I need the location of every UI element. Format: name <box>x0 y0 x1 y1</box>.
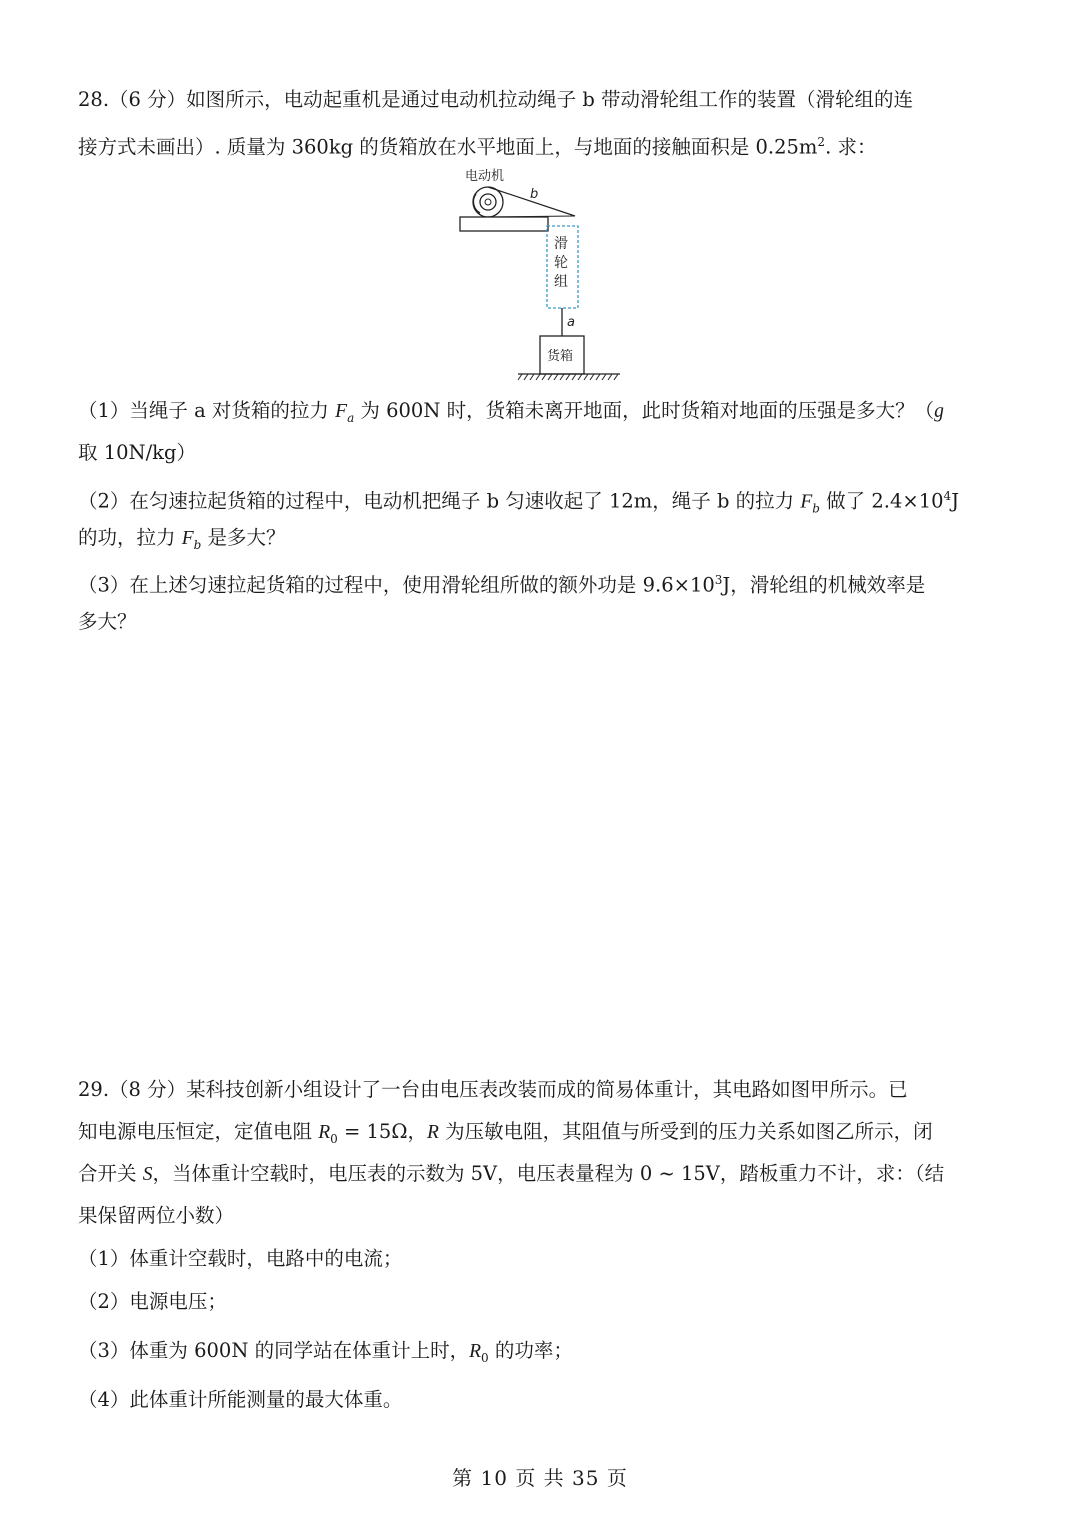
q28-p1-force: F <box>335 401 348 422</box>
rope-a-label: a <box>567 315 575 330</box>
q28-part-1-line-1 <box>78 399 944 430</box>
q29-line-2 <box>78 1120 933 1151</box>
pulley-label-2: 轮 <box>554 255 568 271</box>
q29-p3-text-b: 的功率； <box>488 1339 573 1362</box>
q29-r: R <box>426 1122 439 1143</box>
q28-p2-line2-force: F <box>181 528 194 549</box>
q28-p2-exponent: 4 <box>943 489 952 503</box>
q29-r0-sub: 0 <box>330 1131 338 1146</box>
q28-p3-text-b: J，滑轮组的机械效率是 <box>722 573 926 597</box>
ground-hatching <box>518 374 618 380</box>
page-footer: 第 10 页 共 35 页 <box>452 1466 628 1490</box>
q28-p1-text-b: 为 600N 时，货箱未离开地面，此时货箱对地面的压强是多大？（ <box>354 399 935 422</box>
q29-line2-text-b: = 15Ω， <box>337 1120 427 1143</box>
q28-part-1-line-2: 取 10N/kg） <box>78 441 196 464</box>
q29-line3-text-b: ，当体重计空载时，电压表的示数为 5V，电压表量程为 0 ~ 15V，踏板重力不计，求：（结 <box>152 1162 945 1185</box>
q29-line-1: 29.（8 分）某科技创新小组设计了一台由电压表改装而成的简易体重计，其电路如图甲所示。已 <box>78 1078 908 1101</box>
q29-line2-text-a: 知电源电压恒定，定值电阻 <box>78 1120 319 1143</box>
q28-line-2-end: . 求： <box>825 135 877 159</box>
q28-p2-line2-text-a: 的功，拉力 <box>78 526 182 549</box>
q28-p3-text-a: （3）在上述匀速拉起货箱的过程中，使用滑轮组所做的额外功是 9.6×10 <box>78 573 715 597</box>
q29-line-3 <box>78 1162 944 1187</box>
q29-p3-r0: R <box>469 1341 482 1362</box>
rope-b-label: b <box>530 187 539 202</box>
q29-p3-text-a: （3）体重为 600N 的同学站在体重计上时， <box>78 1339 470 1362</box>
q28-p2-line2-force-sub: b <box>193 537 202 552</box>
q28-part-3-line-1 <box>78 568 925 598</box>
q28-p3-exponent: 3 <box>714 573 723 587</box>
q28-line-2 <box>78 130 876 160</box>
pulley-label-3: 组 <box>554 274 568 290</box>
q28-p1-force-sub: a <box>347 410 355 425</box>
rotation-arrow <box>473 194 480 213</box>
q28-p2-text-a: （2）在匀速拉起货箱的过程中，电动机把绳子 b 匀速收起了 12m，绳子 b 的拉力 <box>78 489 801 513</box>
q28-line-2-text: 接方式未画出）. 质量为 360kg 的货箱放在水平地面上，与地面的接触面积是 0.25m <box>78 135 818 159</box>
q28-p1-text-a: （1）当绳子 a 对货箱的拉力 <box>78 399 336 422</box>
crane-figure <box>450 162 650 382</box>
q29-part-4: （4）此体重计所能测量的最大体重。 <box>78 1388 403 1411</box>
q29-line-4: 果保留两位小数） <box>78 1204 235 1227</box>
q28-p2-force: F <box>800 491 813 513</box>
q28-part-2-line-1 <box>78 484 959 520</box>
q29-part-1: （1）体重计空载时，电路中的电流； <box>78 1247 403 1270</box>
q28-p2-text-b: 做了 2.4×10 <box>819 489 944 513</box>
q28-part-2-line-2 <box>78 526 286 557</box>
motor-drum-inner <box>480 194 496 210</box>
q28-p2-unit: J <box>951 489 960 513</box>
cargo-box-label: 货箱 <box>547 349 574 364</box>
q29-switch-s: S <box>142 1164 153 1185</box>
q28-part-3-line-2: 多大？ <box>78 610 137 633</box>
platform <box>460 217 548 231</box>
pulley-label-1: 滑 <box>554 236 568 252</box>
q28-line-1: 28.（6 分）如图所示，电动起重机是通过电动机拉动绳子 b 带动滑轮组工作的装置（滑轮组的连 <box>78 88 913 111</box>
motor-drum <box>473 187 503 217</box>
q29-r0: R <box>318 1122 331 1143</box>
q29-p3-r0-sub: 0 <box>481 1350 489 1365</box>
q28-p2-force-sub: b <box>812 501 820 516</box>
motor-label: 电动机 <box>465 169 505 184</box>
q28-p1-g: g <box>934 401 944 422</box>
q28-p2-line2-text-b: 是多大？ <box>201 526 286 549</box>
q29-line3-text-a: 合开关 <box>78 1162 143 1185</box>
q29-part-2: （2）电源电压； <box>78 1290 227 1313</box>
motor-axle <box>485 199 491 205</box>
q28-area-exponent: 2 <box>817 135 826 149</box>
q29-line2-text-c: 为压敏电阻，其阻值与所受到的压力关系如图乙所示，闭 <box>438 1120 933 1143</box>
q29-part-3 <box>78 1339 573 1370</box>
